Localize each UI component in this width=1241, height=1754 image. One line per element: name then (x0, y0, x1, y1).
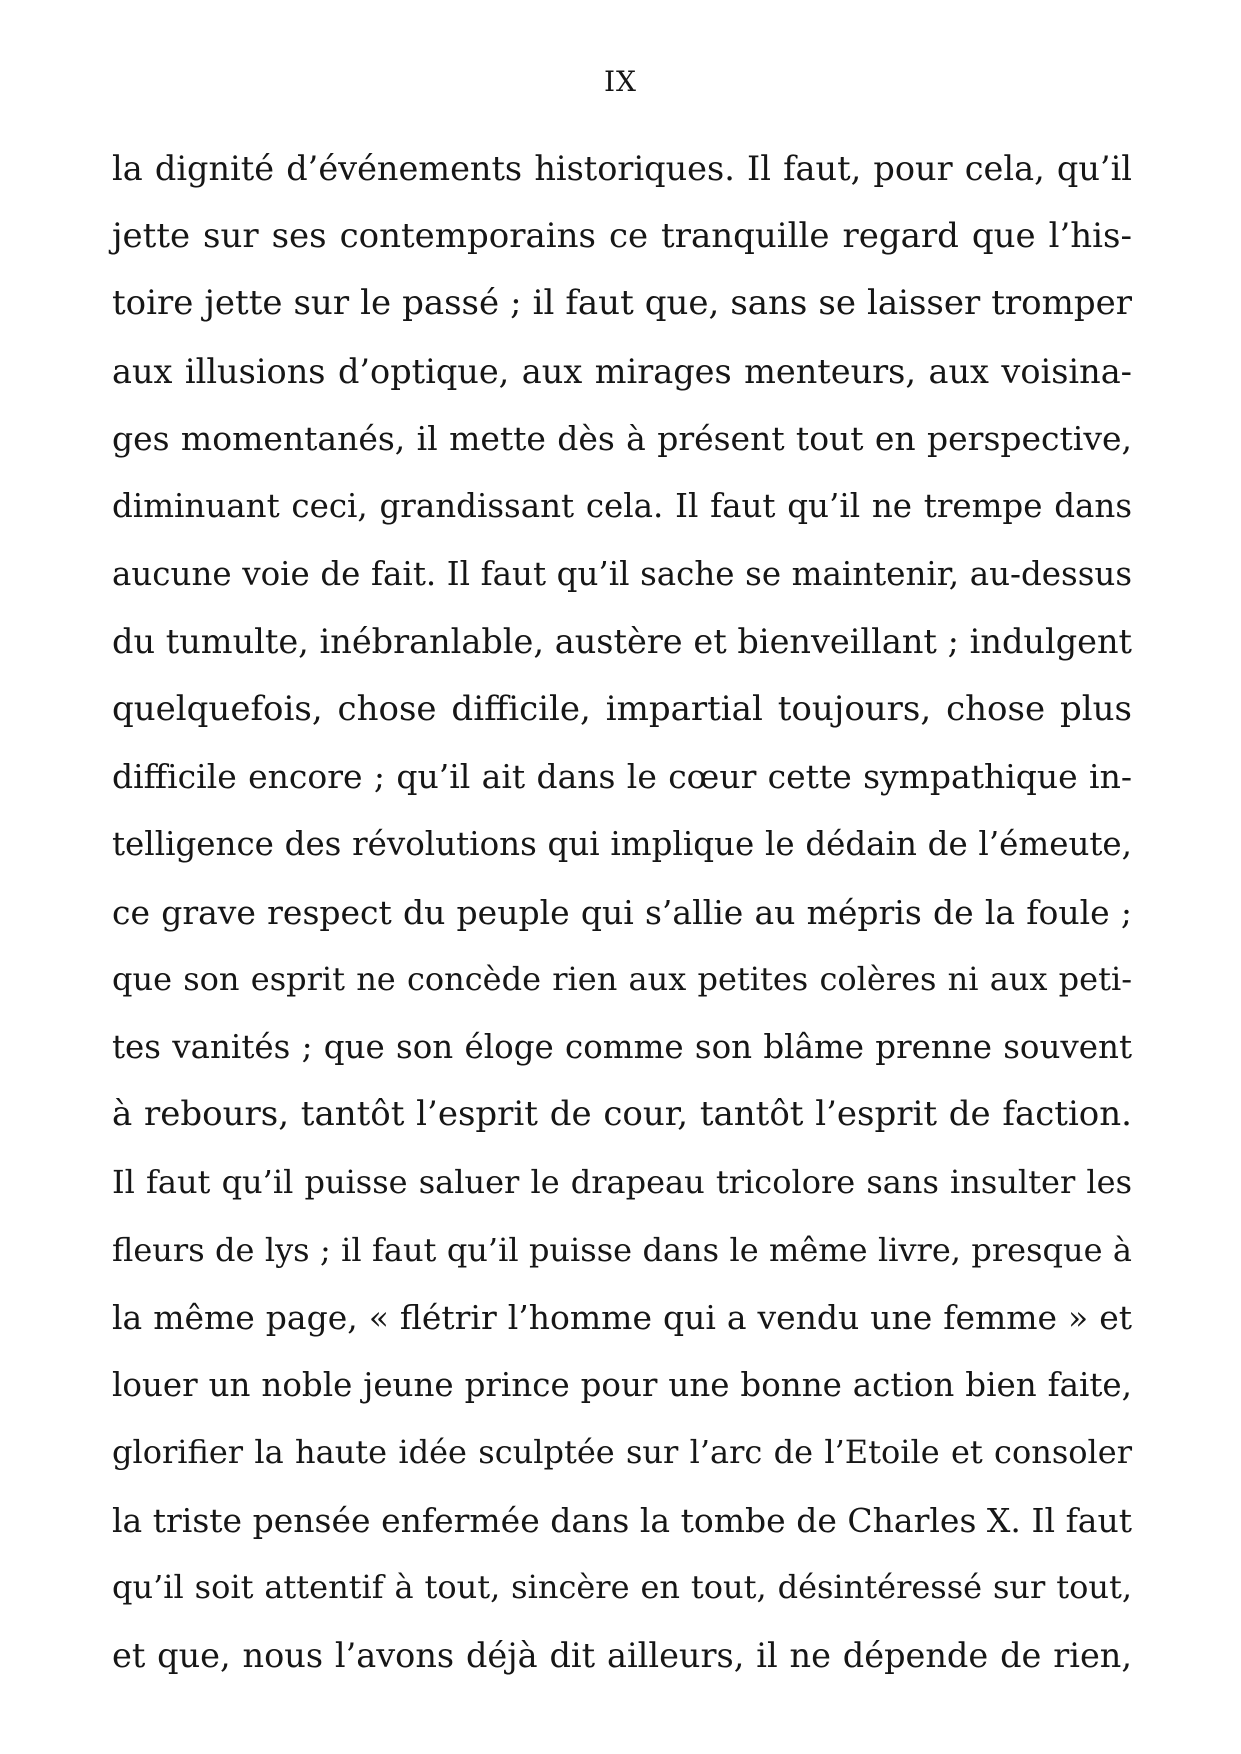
text-line: glorifier la haute idée sculptée sur l’arc de l’Etoile et consoler (112, 1433, 1132, 1472)
text-line: Il faut qu’il puisse saluer le drapeau tricolore sans insulter les (112, 1162, 1132, 1201)
body-text (112, 135, 1132, 1690)
text-line: à rebours, tantôt l’esprit de cour, tantôt l’esprit de faction. (112, 1094, 1132, 1135)
text-line: fleurs de lys ; il faut qu’il puisse dans le même livre, presque à (112, 1230, 1132, 1269)
text-line: ges momentanés, il mette dès à présent tout en perspective, (112, 419, 1132, 459)
text-line: la même page, « flétrir l’homme qui a vendu une femme » et (112, 1298, 1132, 1338)
text-line: la triste pensée enfermée dans la tombe de Charles X. Il faut (112, 1500, 1132, 1540)
text-line: ce grave respect du peuple qui s’allie au mépris de la foule ; (112, 892, 1132, 932)
text-line: diminuant ceci, grandissant cela. Il faut qu’il ne trempe dans (112, 486, 1132, 525)
text-line: difficile encore ; qu’il ait dans le cœur cette sympathique in- (112, 757, 1132, 797)
text-line: que son esprit ne concède rien aux petites colères ni aux peti- (112, 960, 1132, 999)
text-line: aux illusions d’optique, aux mirages menteurs, aux voisina- (112, 351, 1132, 391)
text-line: tes vanités ; que son éloge comme son blâme prenne souvent (112, 1027, 1132, 1066)
text-line: quelquefois, chose difficile, impartial toujours, chose plus (112, 688, 1132, 729)
page-number: IX (604, 65, 637, 98)
text-line: et que, nous l’avons déjà dit ailleurs, il ne dépende de rien, (112, 1636, 1132, 1676)
text-line: telligence des révolutions qui implique le dédain de l’émeute, (112, 824, 1132, 863)
text-line: toire jette sur le passé ; il faut que, sans se laisser tromper (112, 283, 1132, 324)
text-line: la dignité d’événements historiques. Il faut, pour cela, qu’il (112, 149, 1132, 188)
text-line: aucune voie de fait. Il faut qu’il sache se maintenir, au-dessus (112, 554, 1132, 593)
text-line: du tumulte, inébranlable, austère et bienveillant ; indulgent (112, 622, 1132, 662)
text-line: jette sur ses contemporains ce tranquille regard que l’his- (112, 215, 1132, 256)
text-line: louer un noble jeune prince pour une bonne action bien faite, (112, 1365, 1132, 1404)
text-line: qu’il soit attentif à tout, sincère en tout, désintéressé sur tout, (112, 1568, 1132, 1607)
